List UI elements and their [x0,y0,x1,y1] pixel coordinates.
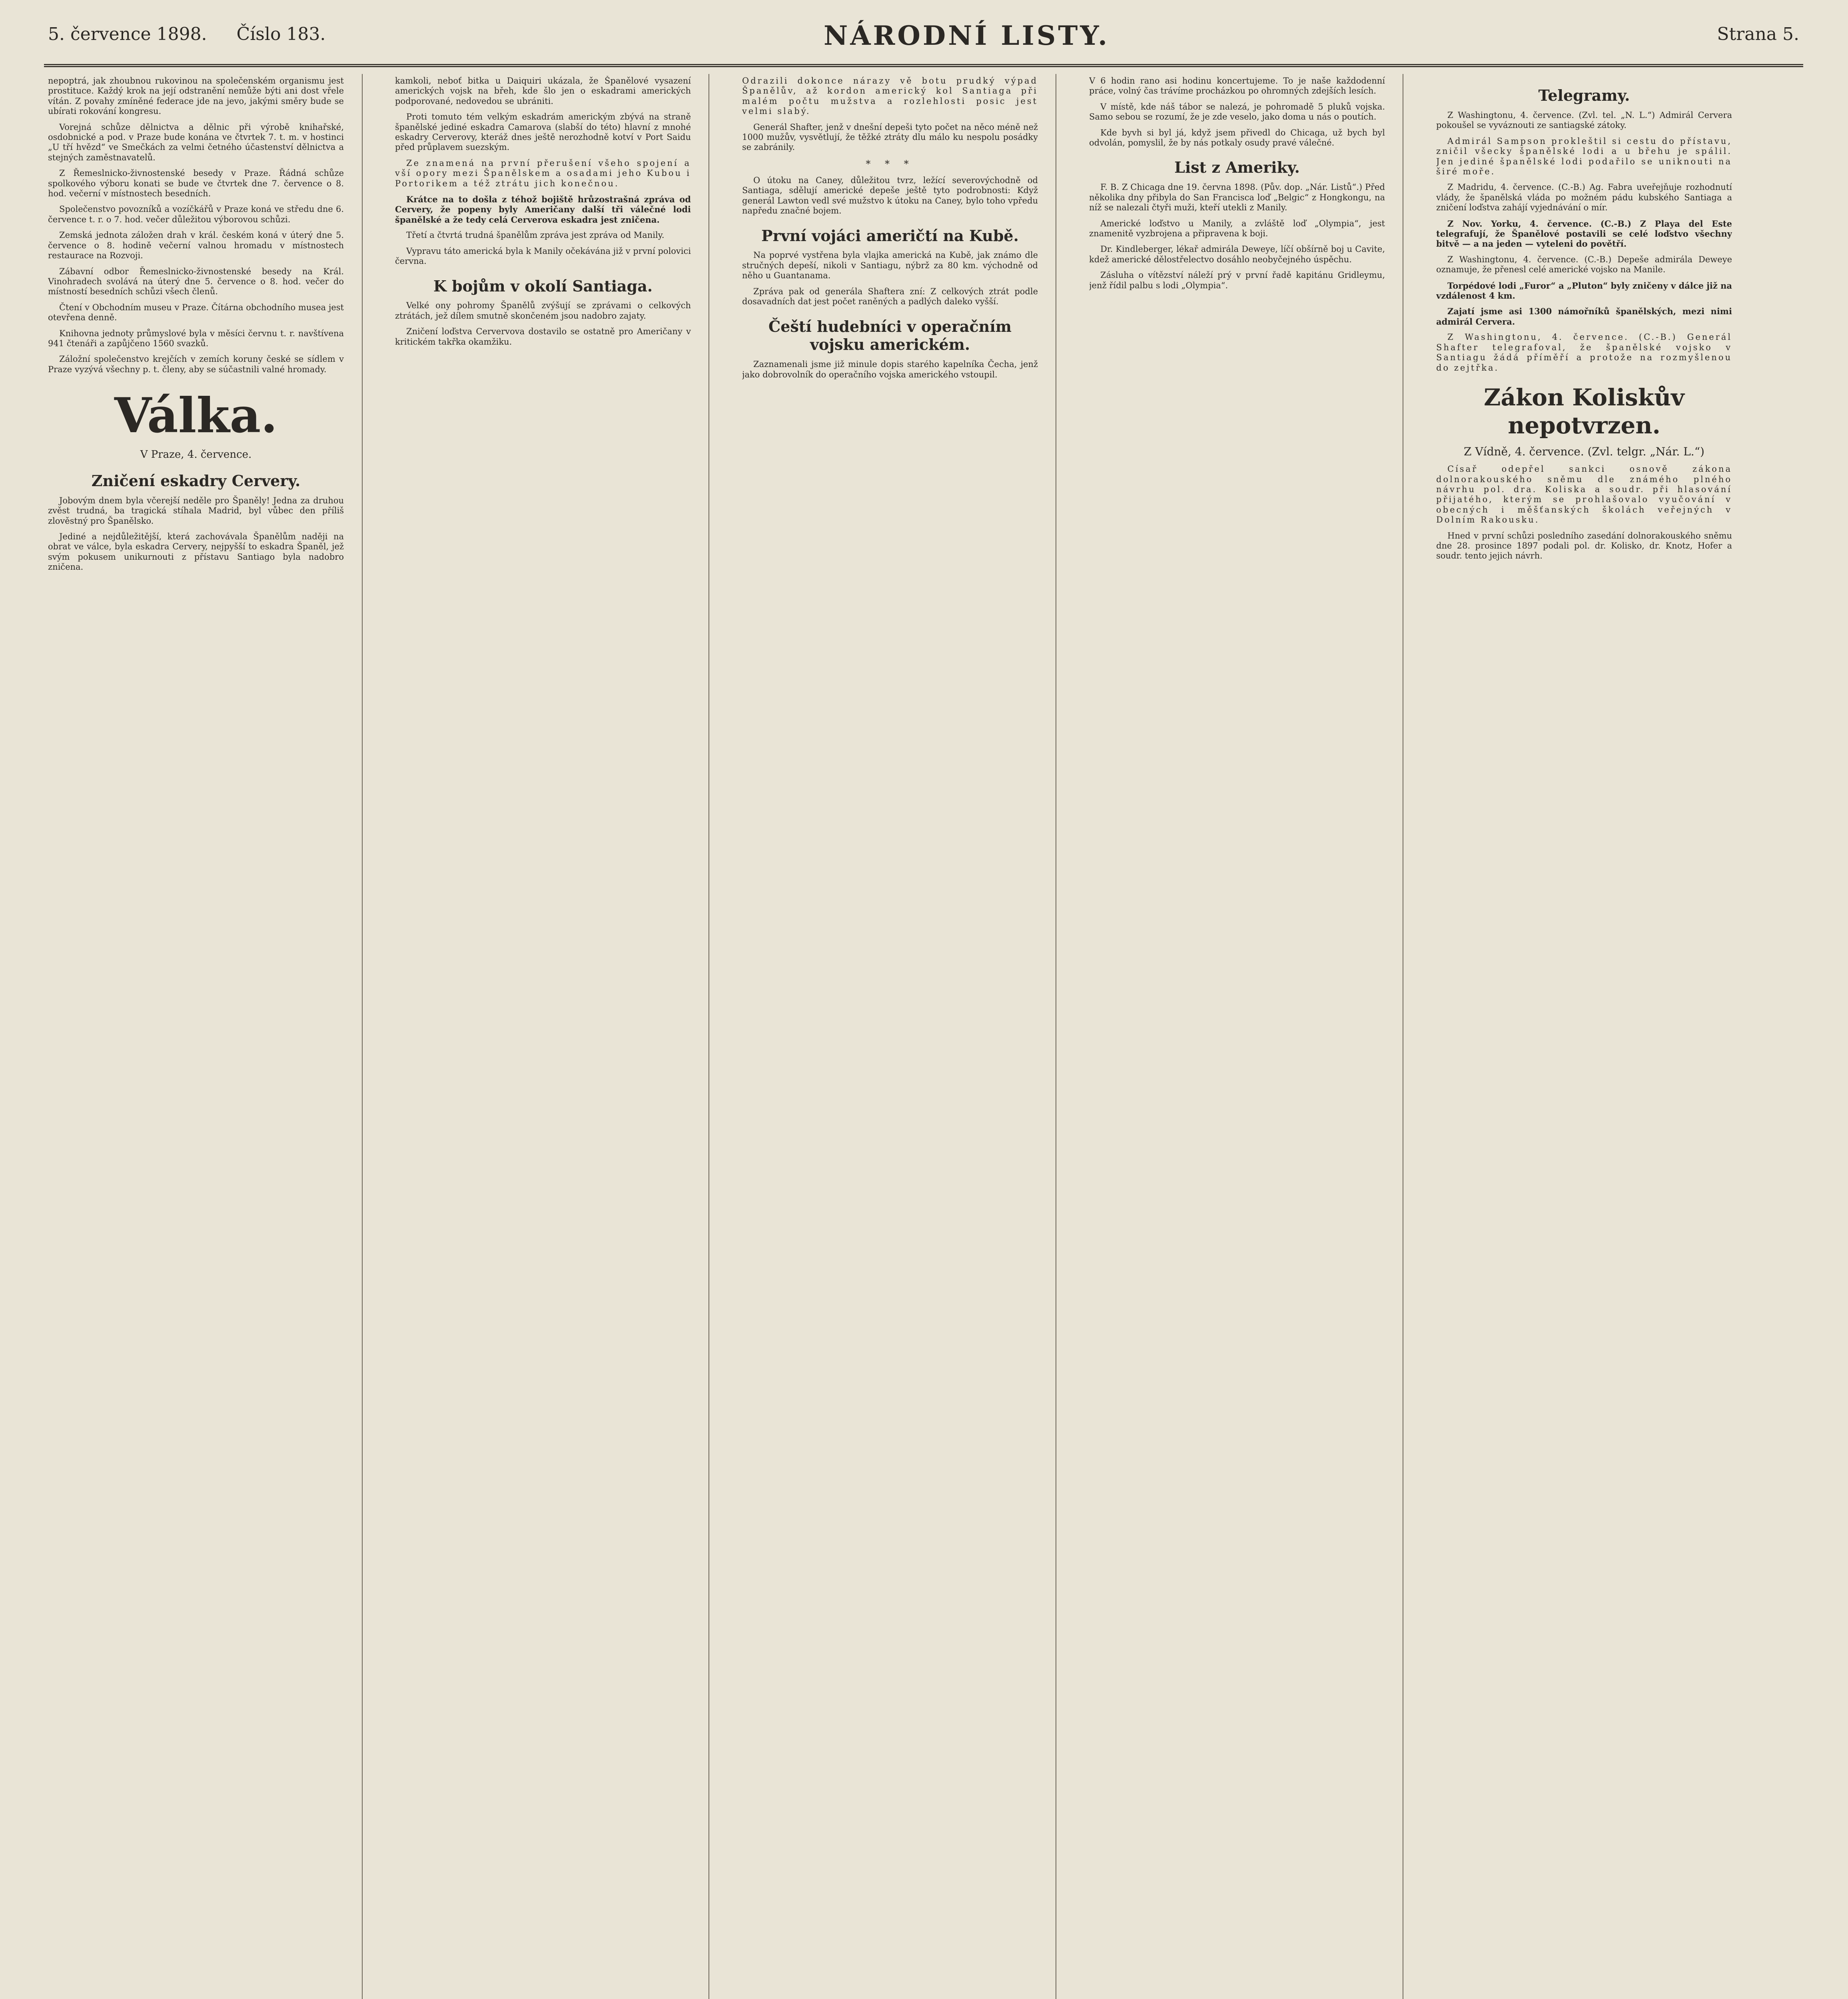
article-paragraph: Jobovým dnem byla včerejší neděle pro Španěly! Jedna za druhou zvěst trudná, ba tragická stíhala Madrid, byl vůbec den příliš zlověstný pro Španělsko. [48,495,344,526]
article-paragraph: Knihovna jednoty průmyslové byla v měsíci červnu t. r. navštívena 941 čtenáři a zapůjčeno 1560 svazků. [48,328,344,348]
article-paragraph: Hned v první schůzi posledního zasedání dolnorakouského sněmu dne 28. prosince 1897 podali pol. dr. Kolisko, dr. Knotz, Hofer a soudr. tento jejich návrh. [1436,531,1732,561]
article-paragraph: Z Washingtonu, 4. července. (C.-B.) Depeše admirála Deweye oznamuje, že přenesl celé americké vojsko na Manile. [1436,254,1732,275]
article-paragraph: nepoptrá, jak zhoubnou rukovinou na společenském organismu jest prostituce. Každý krok na její odstranění nemůže býti ani dost vřele vítán. Z povahy zmíněné federace jde na jevo, jakými směry bude se ubírati rokování kongresu. [48,76,344,116]
article-paragraph: Z Washingtonu, 4. července. (Zvl. tel. „N. L.“) Admirál Cervera pokoušel se vyváznouti ze santiagské zátoky. [1436,110,1732,130]
column-2 [395,76,691,1999]
article-paragraph: Zajatí jsme asi 1300 námořníků španělských, mezi nimi admirál Cervera. [1436,306,1732,327]
article-headline: Zákon Koliskův nepotvrzen. [1484,383,1684,439]
article-paragraph: Třetí a čtvrtá trudná španělům zpráva jest zpráva od Manily. [406,230,665,240]
article-headline: K bojům v okolí Santiaga. [433,277,653,295]
article-paragraph: Velké ony pohromy Španělů zvýšují se zprávami o celkových ztrátách, jež dílem smutně skončeném jsou nadobro zajaty. [395,301,691,321]
article-paragraph: Z Nov. Yorku, 4. července. (C.-B.) Z Playa del Este telegrafují, že Španělové postavili se celé loďstvo všechny bitvě — a na jeden — vyteleni do povětří. [1436,218,1732,249]
article-paragraph: V místě, kde náš tábor se nalezá, je pohromadě 5 pluků vojska. Samo sebou se rozumí, že je zde veselo, jako doma u nás o poutích. [1089,102,1385,122]
masthead-title: NÁRODNÍ LISTY. [824,20,1110,51]
article-paragraph: Americké loďstvo u Manily, a zvláště loď „Olympia“, jest znamenitě vyzbrojena a připravena k boji. [1089,218,1385,239]
article-paragraph: Z Washingtonu, 4. července. (C.-B.) Generál Shafter telegrafoval, že španělské vojsko v Santiagu žádá příměří a protože na rozmyšlenou do zejtřka. [1436,332,1732,373]
article-dateline: Z Vídně, 4. července. (Zvl. telgr. „Nár. L.“) [1464,445,1704,459]
column-4 [1089,76,1385,1999]
article-paragraph: Zpráva pak od generála Shaftera zní: Z celkových ztrát podle dosavadních dat jest počet raněných a padlých daleko vyšší. [742,286,1038,307]
column-3 [742,76,1038,1999]
section-title-valka: Válka. [114,387,278,444]
article-paragraph: Zemská jednota záložen drah v král. českém koná v úterý dne 5. července o 8. hodině večerní valnou hromadu v místnostech restaurace na Rozvoji. [48,230,344,261]
header-issue: Číslo 183. [236,24,326,44]
section-title-telegramy: Telegramy. [1538,86,1630,104]
header-rule [44,64,1803,67]
column-5 [1436,76,1732,1999]
article-paragraph: Generál Shafter, jenž v dnešní depeši tyto počet na něco méně než 1000 mužův, vysvětlují, že těžké ztráty dlu málo ku nespolu posádky se zabránily. [742,122,1038,152]
article-headline: Zničení eskadry Cervery. [91,471,301,490]
article-paragraph: Admirál Sampson prokleštil si cestu do přístavu, zničil všecky španělské lodi a u břehu je spálil. Jen jediné španělské lodi podařilo se uniknouti na širé moře. [1436,136,1732,176]
article-paragraph: Zábavní odbor Řemeslnicko-živnostenské besedy na Král. Vinohradech svolává na úterý dne 5. července o 8. hod. večer do místností besedních schůzi všech členů. [48,266,344,297]
article-paragraph: Dr. Kindleberger, lékař admirála Deweye, líčí obšírně boj u Cavite, kdež americké dělostřelectvo dosáhlo neobyčejného úspěchu. [1089,244,1385,264]
article-paragraph: Ze znamená na první přerušení všeho spojení a vší opory mezi Španělskem a osadami jeho Kubou i Portorikem a též ztrátu jich konečnou. [395,158,691,188]
column-divider [708,74,709,1999]
article-paragraph: O útoku na Caney, důležitou tvrz, ležící severovýchodně od Santiaga, sdělují americké depeše ještě tyto podrobnosti: Když generál Lawton vedl své mužstvo k útoku na Caney, bylo toho vpředu napředu značné bojem. [742,175,1038,216]
article-paragraph: Zásluha o vítězství náleží prý v první řadě kapitánu Gridleymu, jenž řídil palbu s lodi „Olympia“. [1089,270,1385,290]
article-paragraph: F. B. Z Chicaga dne 19. června 1898. (Pův. dop. „Nár. Listů“.) Před několika dny přibyla do San Francisca loď „Belgic“ z Hongkongu, na níž se nalezali čtyři muži, kteří utekli z Manily. [1089,182,1385,213]
article-paragraph: Z Řemeslnicko-živnostenské besedy v Praze. Řádná schůze spolkového výboru konati se bude ve čtvrtek dne 7. července o 8. hod. večerní v místnostech besedních. [48,168,344,199]
article-paragraph: Vypravu táto americká byla k Manily očekávána již v první polovici června. [395,246,691,266]
article-paragraph: Zaznamenali jsme již minule dopis starého kapelníka Čecha, jenž jako dobrovolník do operačního vojska amerického vstoupil. [742,359,1038,379]
article-headline: List z Ameriky. [1174,158,1300,177]
article-paragraph: Krátce na to došla z téhož bojiště hrůzostrašná zpráva od Cervery, že popeny byly Američany další tři válečné lodi španělské a že tedy celá Cerverova eskadra jest zničena. [395,194,691,225]
article-headline: Čeští hudebníci v operačním vojsku americkém. [768,317,1012,354]
article-paragraph: V 6 hodin rano asi hodinu koncertujeme. To je naše každodenní práce, volný čas trávíme procházkou po ohromných zdejších lesích. [1089,76,1385,96]
column-1 [48,76,344,1999]
separator-ornament: * * * [866,158,914,170]
header-page-number: Strana 5. [1717,24,1799,44]
article-paragraph: Proti tomuto tém velkým eskadrám americkým zbývá na straně španělské jediné eskadra Camarova (slabší do této) hlavní z mnohé eskadry Cerverovy, kteráž dnes ještě nerozhodně kotví v Port Saidu před průplavem suezským. [395,112,691,152]
article-paragraph: Kde byvh si byl já, když jsem přivedl do Chicaga, už bych byl odvolán, pomyslil, že by nás potkaly osudy pravé válečné. [1089,128,1385,148]
section-dateline: V Praze, 4. července. [140,449,252,461]
header-left [48,24,349,44]
article-paragraph: Vorejná schůze dělnictva a dělnic při výrobě knihařské, osdobnické a pod. v Praze bude konána ve čtvrtek 7. t. m. v hostinci „U tří hvězd“ ve Smečkách za velmi četného účastenství dělnictva a stejných zaměstnavatelů. [48,122,344,162]
article-paragraph: Na poprvé vystřena byla vlajka americká na Kubě, jak známo dle stručných depeší, nikoli v Santiagu, nýbrž za 80 km. východně od něho u Guantanama. [742,250,1038,281]
article-paragraph: Torpédové lodi „Furor“ a „Pluton“ byly zničeny v dálce již na vzdálenost 4 km. [1436,280,1732,301]
article-paragraph: Císař odepřel sankci osnově zákona dolnorakouského sněmu dle známého plného návrhu pol. dra. Koliska a soudr. při hlasování přijatého, kterým se prohlašovalo vyučování v obecných i měšťanských školách veřejných v Dolním Rakousku. [1436,464,1732,525]
article-paragraph: Z Madridu, 4. července. (C.-B.) Ag. Fabra uveřejňuje rozhodnutí vlády, že španělská vláda po možném pádu kubského Santiaga a zničení loďstva zahájí vyjednávání o mír. [1436,182,1732,213]
column-divider [362,74,363,1999]
article-paragraph: Jediné a nejdůležitější, která zachovávala Španělům naději na obrat ve válce, byla eskadra Cervery, nejpyšší to eskadra Španěl, jež svým pokusem unikurnouti z přístavu Santiago byla nadobro zničena. [48,531,344,572]
article-paragraph: Zničení loďstva Cervervova dostavilo se ostatně pro Američany v kritickém takřka okamžiku. [395,327,691,347]
article-paragraph: Záložní společenstvo krejčích v zemích koruny české se sídlem v Praze vyzývá všechny p. t. členy, aby se súčastnili valné hromady. [48,354,344,374]
page-header [44,16,1803,60]
article-paragraph: Čtení v Obchodním museu v Praze. Čítárna obchodního musea jest otevřena denně. [48,302,344,323]
header-date: 5. července 1898. [48,24,207,44]
article-headline: První vojáci američtí na Kubě. [761,226,1019,245]
article-paragraph: kamkoli, neboť bitka u Daiquiri ukázala, že Španělové vysazení amerických vojsk na břeh, kde šlo jen o eskadrami amerických podporované, nedovedou se ubrániti. [395,76,691,106]
article-paragraph: Společenstvo povozníků a vozíčkářů v Praze koná ve středu dne 6. července t. r. o 7. hod. večer důležitou výborovou schůzi. [48,204,344,224]
article-paragraph: Odrazili dokonce nárazy vě botu prudký výpad Španělův, až kordon americký kol Santiaga při malém počtu mužstva a rozlehlosti posic jest velmi slabý. [742,76,1038,116]
